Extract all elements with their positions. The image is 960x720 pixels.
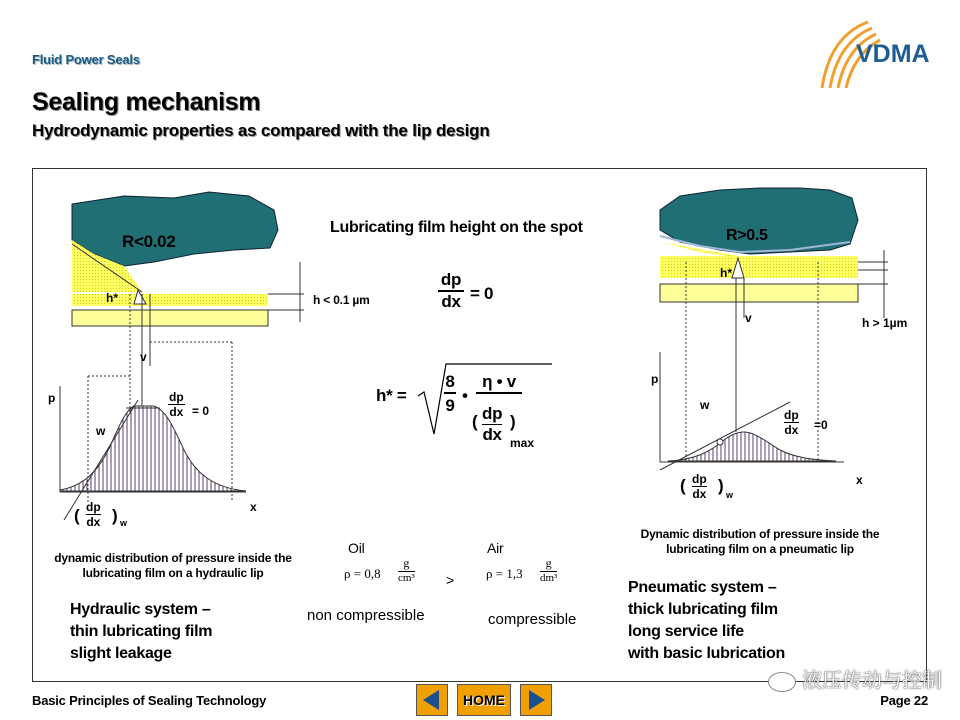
air-rho: ρ = 1,3 <box>486 566 523 581</box>
eq-paren-dx: dx <box>482 425 502 444</box>
oil-cm3: cm³ <box>398 572 415 584</box>
eq-8: 8 <box>444 372 456 394</box>
left-r-label: R<0.02 <box>122 232 176 251</box>
hstar-equation: h* = 8 9 • η • v ( dp dx ) max <box>376 360 556 452</box>
left-system-line-3: slight leakage <box>70 645 172 662</box>
pneumatic-lip-diagram <box>640 170 930 490</box>
watermark <box>768 664 942 693</box>
air-g: g <box>540 556 557 572</box>
left-x: x <box>250 500 257 514</box>
right-r-label: R>0.5 <box>726 227 768 244</box>
left-v: v <box>140 350 147 364</box>
right-dpdx-zero <box>784 408 799 437</box>
wechat-icon <box>768 672 796 692</box>
shaft-r <box>660 284 858 302</box>
eq-eta-v: η • v <box>476 372 522 394</box>
right-hstar: h* <box>720 266 732 280</box>
page-subtitle: Hydrodynamic properties as compared with the lip design <box>32 121 490 140</box>
eq-dx: dx <box>441 292 461 311</box>
left-eq0: = 0 <box>192 404 210 418</box>
home-button[interactable] <box>457 684 511 716</box>
greater-than: > <box>446 572 455 588</box>
eq-dot: • <box>462 386 468 405</box>
lip-body <box>72 192 278 266</box>
left-dp-2: dp <box>86 500 101 514</box>
right-system-line-3: long service life <box>628 623 744 640</box>
left-system-line-2: thin lubricating film <box>70 623 213 640</box>
right-system-text <box>628 577 785 665</box>
right-dp: dp <box>784 408 799 422</box>
pressure-curve-r <box>668 432 836 461</box>
left-hstar: h* <box>106 291 118 305</box>
dpdx-equation <box>438 270 464 312</box>
right-system-line-2: thick lubricating film <box>628 601 778 618</box>
logo-text: VDMA <box>856 40 930 68</box>
right-w: w <box>700 398 710 412</box>
vdma-logo <box>812 18 936 94</box>
air-dm3: dm³ <box>540 572 558 584</box>
right-dx: dx <box>784 423 799 437</box>
right-v: v <box>745 311 752 325</box>
left-dx: dx <box>169 405 184 419</box>
left-dx-2: dx <box>86 515 101 529</box>
right-eq0: =0 <box>814 418 828 432</box>
left-w-sub: w <box>120 518 128 528</box>
left-caption: dynamic distribution of pressure inside the lubricating film on a hydraulic lip <box>54 551 292 580</box>
watermark-text: 液压传动与控制 <box>802 668 942 692</box>
left-dp: dp <box>169 390 184 404</box>
compressible: compressible <box>488 611 577 628</box>
left-w: w <box>96 424 106 438</box>
eq-9: 9 <box>445 396 455 415</box>
non-compressible: non compressible <box>307 607 425 624</box>
arrow-left-icon <box>417 685 447 715</box>
eq-hstar: h* = <box>376 386 407 405</box>
oil-g: g <box>398 556 415 572</box>
oil-label: Oil <box>348 540 365 556</box>
right-w-sub: w <box>726 490 734 500</box>
next-button[interactable] <box>520 684 552 716</box>
eq-dp: dp <box>438 270 464 292</box>
eq-paren-dp: dp <box>482 404 503 423</box>
right-dp-2: dp <box>692 472 707 486</box>
home-label: HOME <box>463 692 505 708</box>
film-band <box>72 294 268 306</box>
right-system-line-4: with basic lubrication <box>628 645 785 662</box>
shaft <box>72 310 268 326</box>
footer-course-title: Basic Principles of Sealing Technology <box>32 693 267 708</box>
oil-rho: ρ = 0,8 <box>344 566 381 581</box>
right-dx-2: dx <box>692 487 707 501</box>
eq-eq0: = 0 <box>470 284 494 303</box>
right-p: p <box>651 372 659 386</box>
page-number: Page 22 <box>880 693 928 708</box>
left-system-text <box>70 599 212 665</box>
left-system-line-1: Hydraulic system – <box>70 601 211 618</box>
right-x: x <box>856 473 863 487</box>
film-band-r <box>660 256 858 278</box>
left-dpdx-zero <box>168 390 185 419</box>
arrow-right-icon <box>521 685 551 715</box>
center-heading: Lubricating film height on the spot <box>330 219 583 236</box>
right-caption: Dynamic distribution of pressure inside the lubricating film on a pneumatic lip <box>640 527 880 556</box>
left-p: p <box>48 391 56 405</box>
eq-max: max <box>510 436 535 450</box>
section-label: Fluid Power Seals <box>32 52 140 67</box>
right-system-line-1: Pneumatic system – <box>628 579 777 596</box>
left-h-label: h < 0.1 µm <box>313 293 370 307</box>
right-h-label: h > 1µm <box>862 316 908 330</box>
prev-button[interactable] <box>416 684 448 716</box>
air-label: Air <box>487 540 504 556</box>
page-title: Sealing mechanism <box>32 88 261 116</box>
